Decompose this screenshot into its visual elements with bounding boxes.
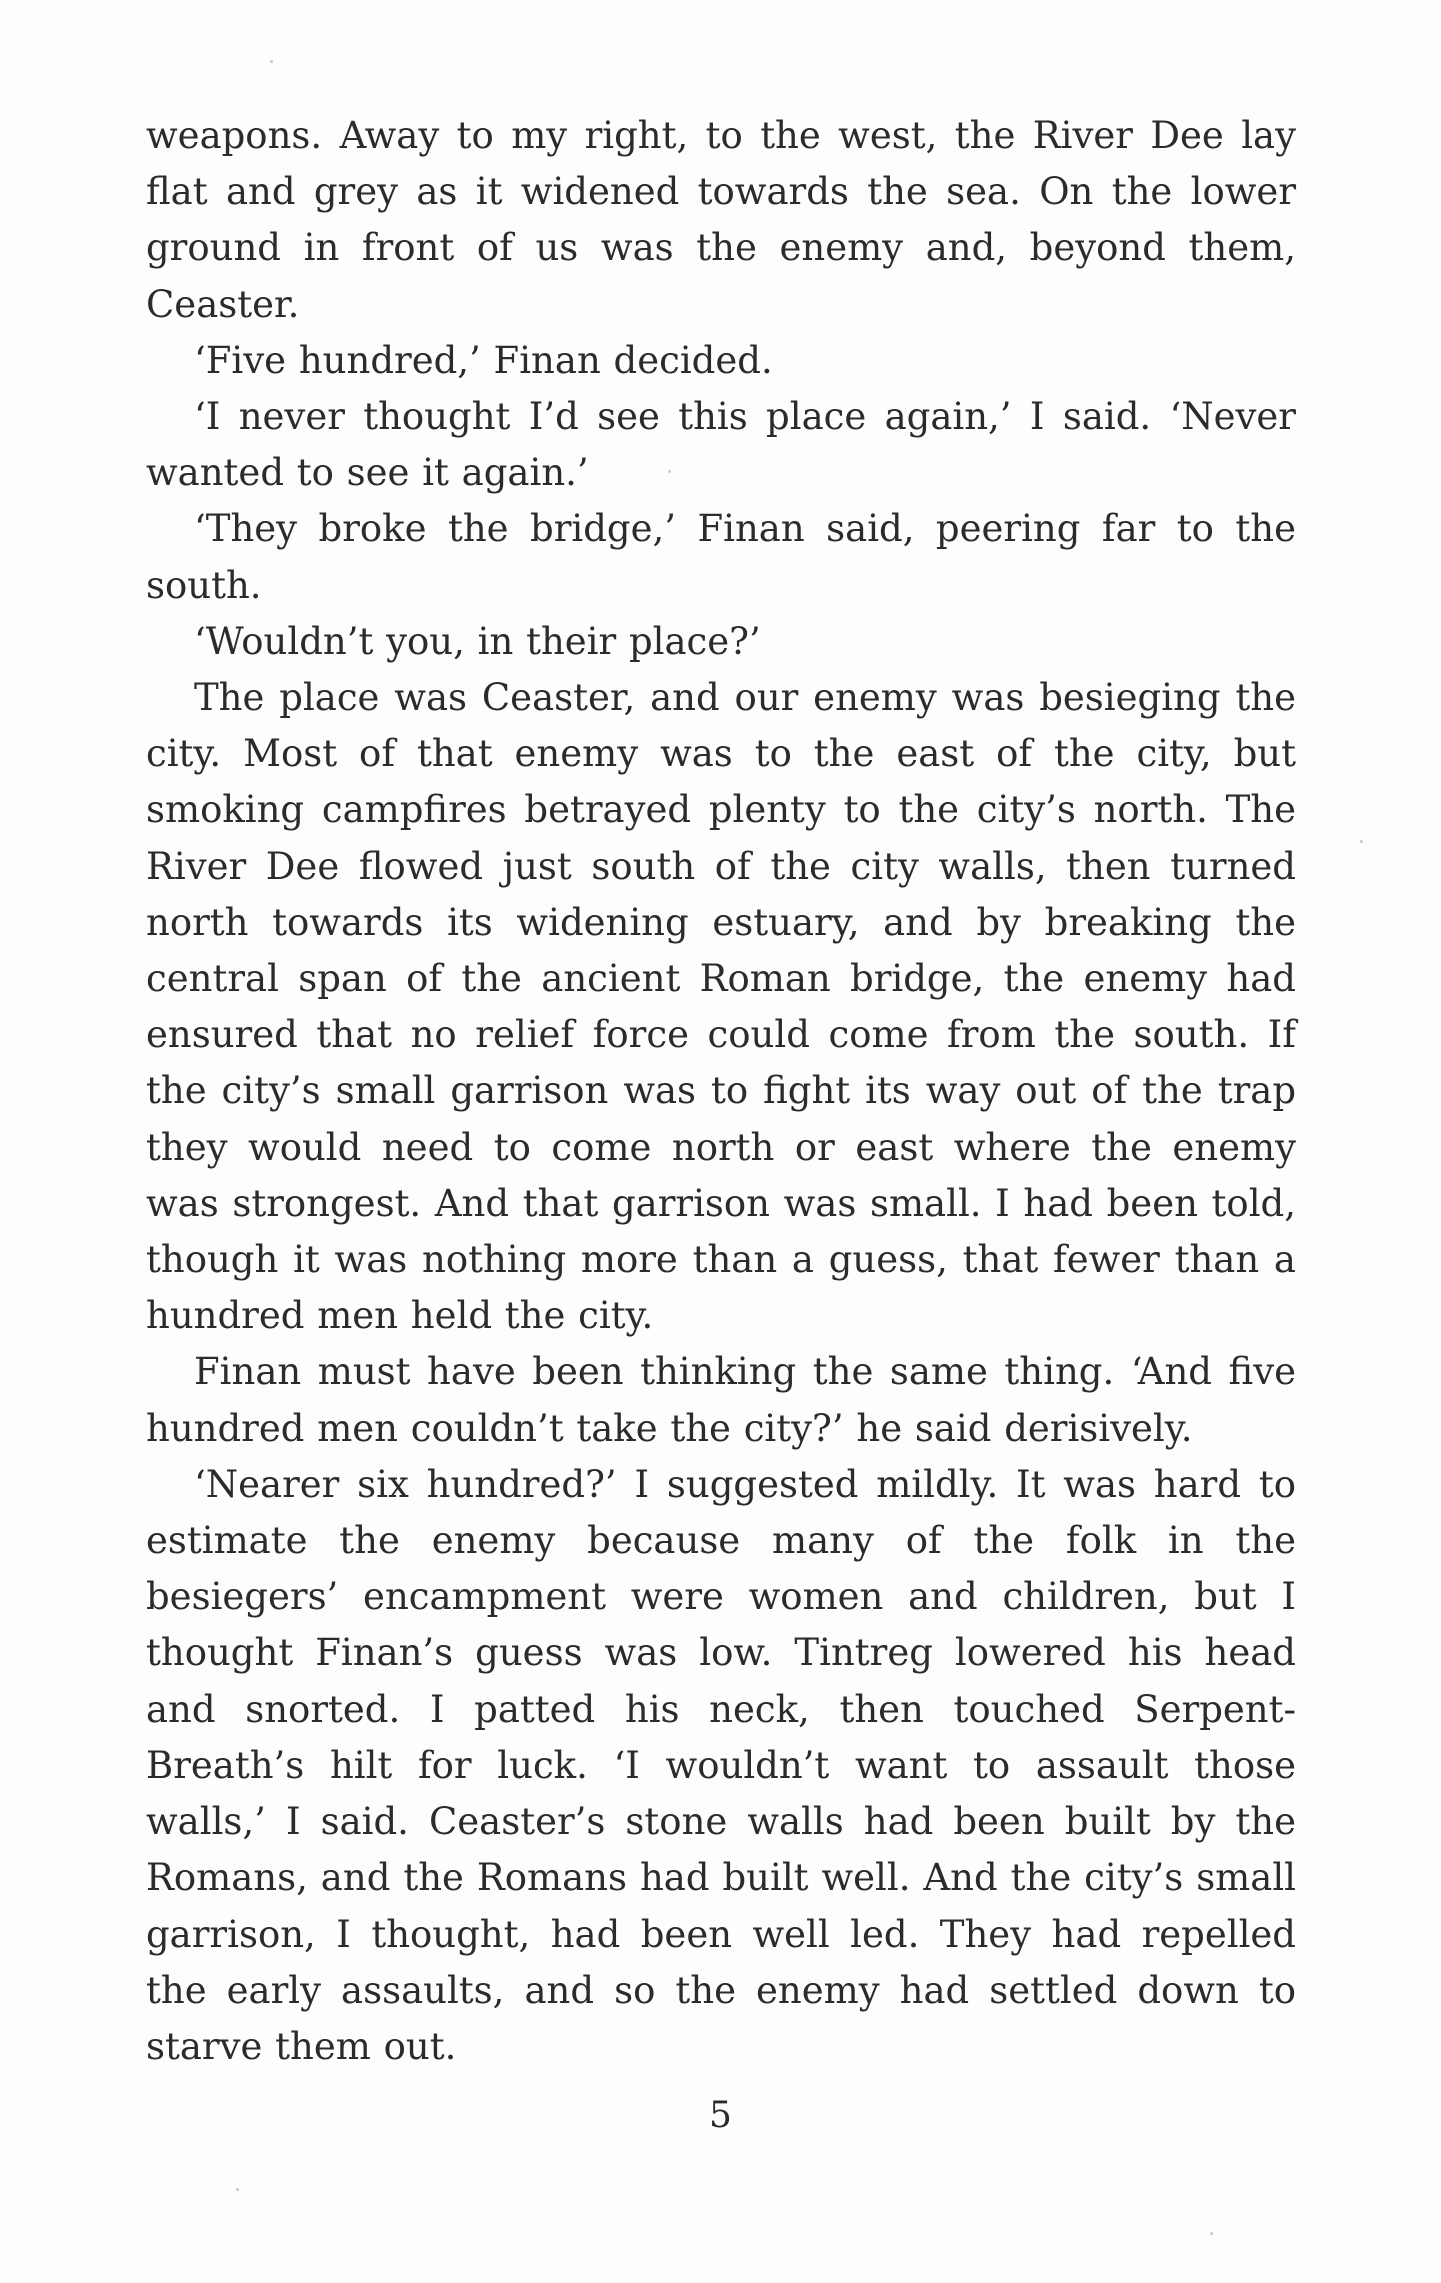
paragraph: ‘Wouldn’t you, in their place?’ [194, 619, 761, 663]
paragraph: ‘Five hundred,’ Finan decided. [194, 338, 773, 382]
body-text [146, 108, 1296, 2075]
page-number: 5 [709, 2095, 732, 2136]
scan-speck [236, 2188, 239, 2191]
paragraph: The place was Ceaster, and our enemy was besieging the city. Most of that enemy was to the east of the city, but smoking campfires betrayed plenty to the city’s north. The River Dee flowed just south of the city walls, then turned north towards its widening estuary, and by breaking the central span of the ancient Roman bridge, the enemy had ensured that no relief force could come from the south. If the city’s small garrison was to fight its way out of the trap they would need to come north or east where the enemy was strongest. And that garrison was small. I had been told, though it was nothing more than a guess, that fewer than a hundred men held the city. [146, 676, 1296, 1338]
paragraph: ‘They broke the bridge,’ Finan said, peering far to the south. [146, 507, 1296, 607]
scan-speck [270, 60, 273, 63]
paragraph: ‘Nearer six hundred?’ I suggested mildly. It was hard to estimate the enemy because many of the folk in the besiegers’ encampment were women and children, but I thought Finan’s guess was low. Tintreg lowered his head and snorted. I patted his neck, then touched Serpent-Breath’s hilt for luck. ‘I wouldn’t want to assault those walls,’ I said. Ceaster’s stone walls had been built by the Romans, and the Romans had built well. And the city’s small garrison, I thought, had been well led. They had repelled the early assaults, and so the enemy had settled down to starve them out. [146, 1462, 1296, 2068]
paragraph: Finan must have been thinking the same thing. ‘And five hundred men couldn’t take the city?’ he said derisively. [146, 1350, 1296, 1450]
paragraph-continued: weapons. Away to my right, to the west, the River Dee lay flat and grey as it widened towards the sea. On the lower ground in front of us was the enemy and, beyond them, Ceaster. [146, 114, 1296, 326]
scan-speck [1210, 2232, 1213, 2235]
scan-speck [1360, 840, 1363, 843]
paragraph: ‘I never thought I’d see this place again,’ I said. ‘Never wanted to see it again.’ [146, 395, 1296, 495]
